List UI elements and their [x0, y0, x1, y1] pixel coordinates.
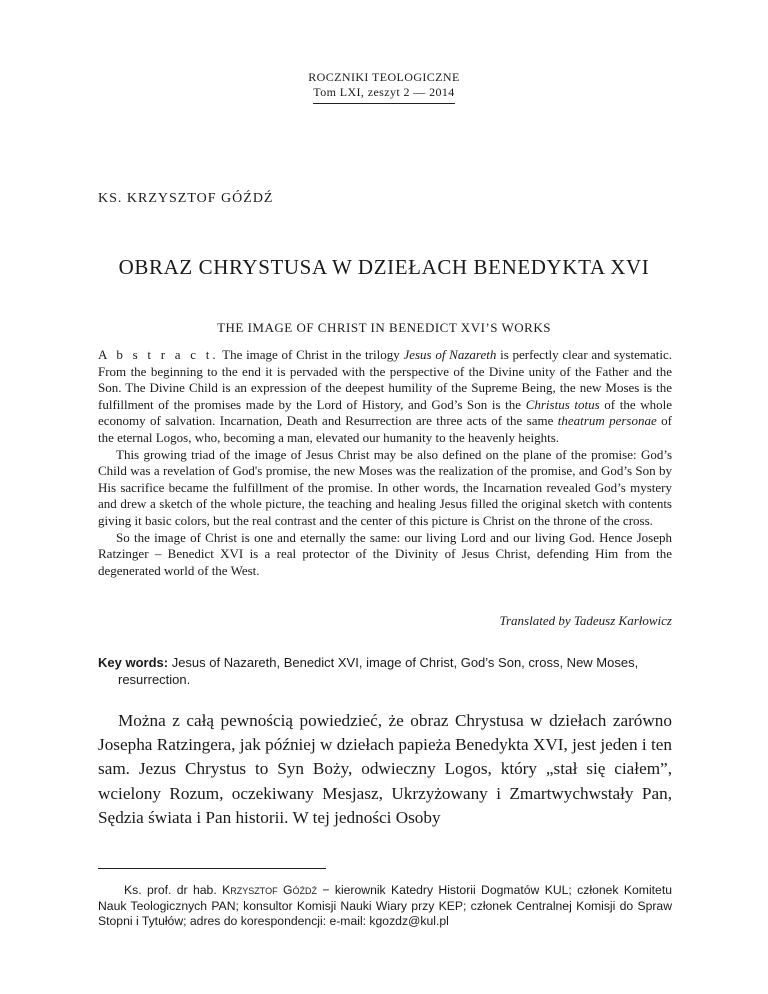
abstract-italic-term: theatrum personae	[557, 413, 657, 429]
author-footnote	[98, 883, 672, 930]
abstract-paragraph-3: So the image of Christ is one and eternally the same: our living Lord and our living God. Hence Joseph Ratzinger – Benedict XVI is a real protector of the Divinity of Jesus Christ, defending Him from the degenerated world of the West.	[98, 529, 672, 578]
abstract-text: is perfectly clear and systematic. From the beginning to the end it is pervaded with the perspective of the Divine unity of the Father and the Son. The Divine Child is an expression of the deepest humility of the Supreme Being, the new Moses is the fulfillment of the promises made by the Lord of History, and God’s Son is the	[98, 347, 672, 412]
abstract-text: of the whole economy of salvation. Incarnation, Death and Resurrection are three acts of the same	[98, 396, 673, 429]
footnote-author-name: Krzysztof Góźdź	[222, 883, 317, 897]
keywords-list: Jesus of Nazareth, Benedict XVI, image of Christ, God’s Son, cross, New Moses, resurrection.	[118, 655, 639, 687]
abstract-text: The image of Christ in the trilogy	[218, 347, 404, 362]
footnote-prefix: Ks. prof. dr hab.	[124, 883, 223, 897]
keywords-label: Key words:	[98, 655, 169, 670]
keywords	[98, 655, 672, 688]
abstract-label: A b s t r a c t.	[98, 347, 219, 362]
journal-volume: Tom LXI, zeszyt 2 — 2014	[313, 85, 454, 104]
abstract-italic-title: Jesus of Nazareth	[403, 347, 497, 362]
footnote-divider	[98, 868, 326, 869]
english-title: THE IMAGE OF CHRIST IN BENEDICT XVI’S WORKS	[217, 320, 551, 335]
body-paragraph: Można z całą pewnością powiedzieć, że obraz Chrystusa w dziełach zarówno Josepha Ratzingera, jak później w dziełach papieża Benedykta XVI, jest jeden i ten sam. Jezus Chrystus to Syn Boży, odwieczny Logos, który „stał się ciałem”, wcielony Rozum, oczekiwany Mesjasz, Ukrzyżowany i Zmartwychwstały Pan, Sędzia świata i Pan historii. W tej jedności Osoby	[98, 711, 672, 827]
article-title: OBRAZ CHRYSTUSA W DZIEŁACH BENEDYKTA XVI	[118, 255, 650, 279]
abstract-italic-term: Christus totus	[525, 396, 600, 412]
author-name: KS. KRZYSZTOF GÓŹDŹ	[98, 191, 274, 206]
abstract-text: of the eternal Logos, who, becoming a man, elevated our humanity to the heavenly heights.	[98, 413, 672, 445]
abstract-paragraph-1	[98, 347, 672, 447]
footnote-text: − kierownik Katedry Historii Dogmatów KUL; członek Komitetu Nauk Teologicznych PAN; konsultor Komisji Nauki Wiary przy KEP; członek Centralnej Komisji do Spraw Stopni i Tytułów; adres do korespondencji: e-mail: kgozdz@kul.pl	[98, 883, 672, 929]
journal-header	[0, 70, 768, 104]
abstract	[98, 347, 672, 579]
journal-name: ROCZNIKI TEOLOGICZNE	[308, 70, 460, 84]
translator-credit: Translated by Tadeusz Karłowicz	[499, 613, 672, 628]
abstract-paragraph-2: This growing triad of the image of Jesus Christ may be also defined on the plane of the promise: God’s Child was a revelation of God's promise, the new Moses was the realization of the promise, and God’s Son by His sacrifice became the fulfillment of the promise. In other words, the Incarnation revealed God’s mystery and drew a sketch of the whole picture, the teaching and healing Jesus filled the original sketch with contents giving it basic colors, but the real contrast and the center of this picture is Christ on the throne of the cross.	[98, 446, 672, 528]
